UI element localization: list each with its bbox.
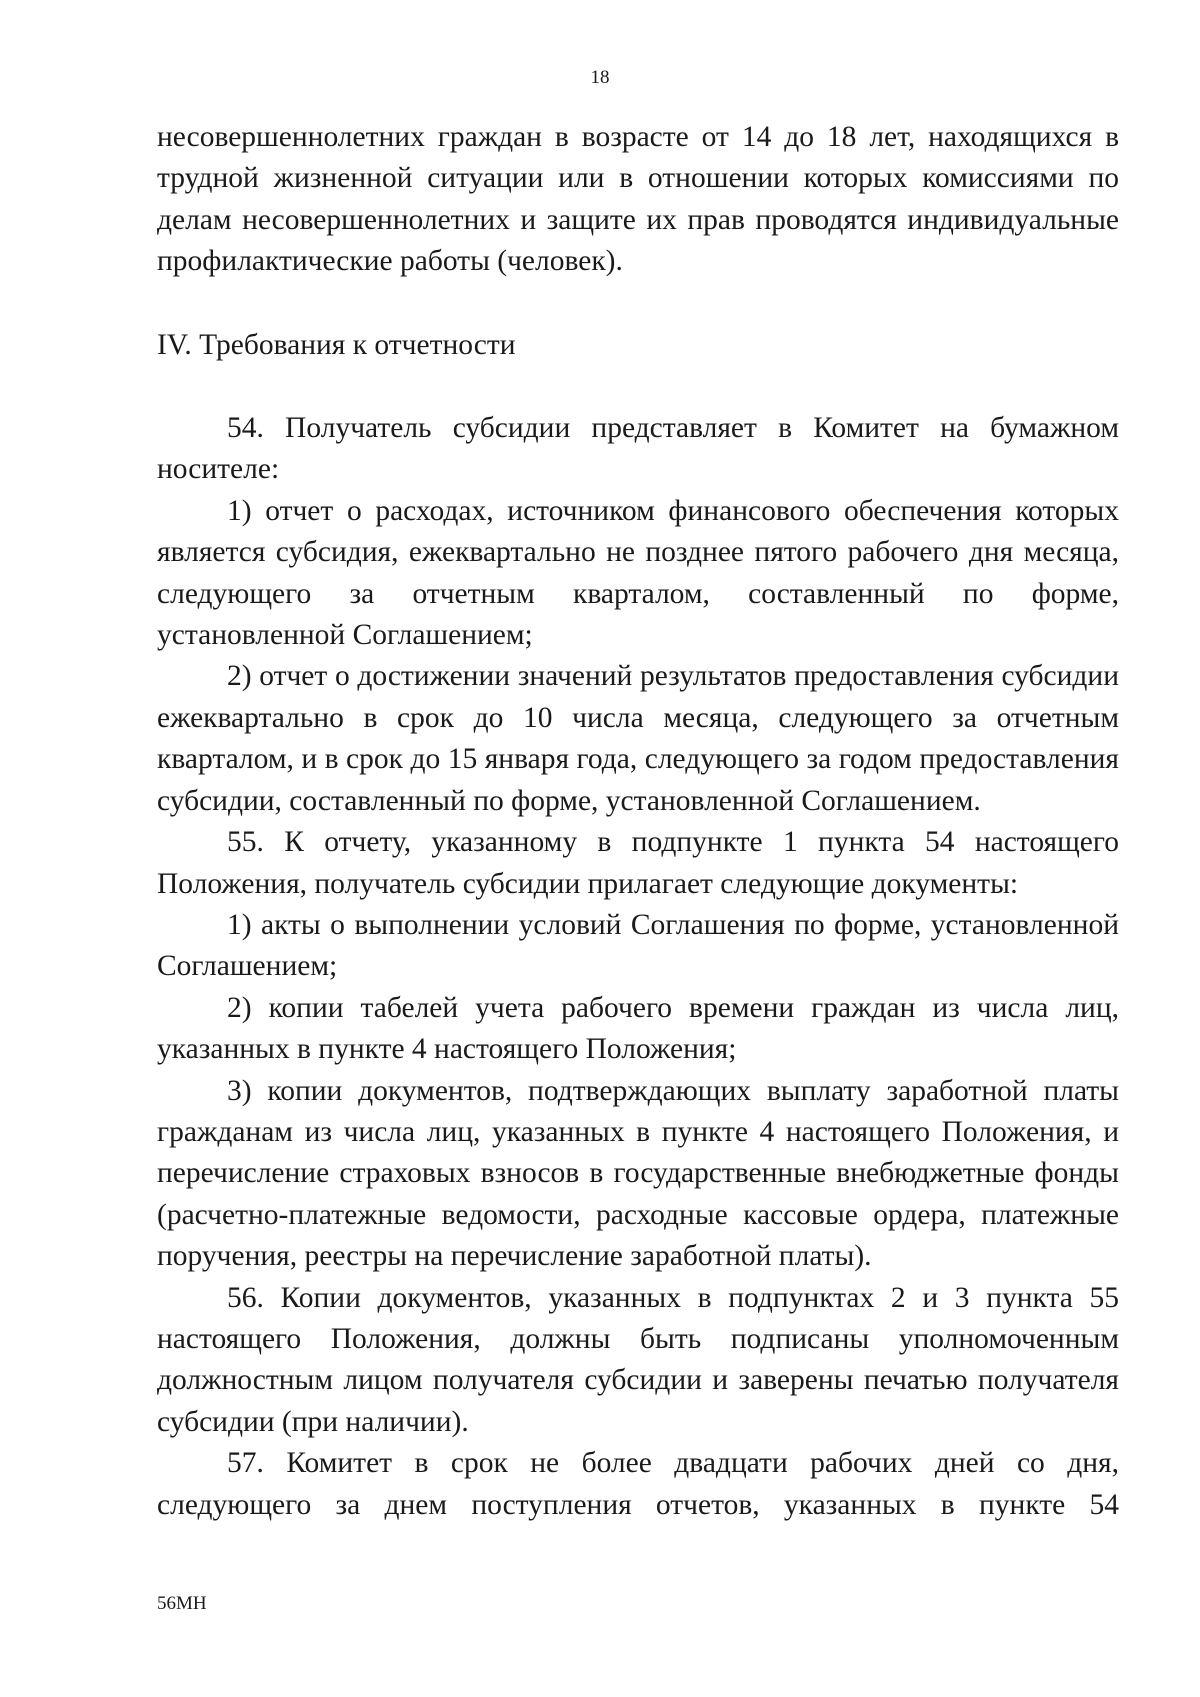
paragraph-55: 55. К отчету, указанному в подпункте 1 пункта 54 настоящего Положения, получатель субсидии прилагает следующие документы: <box>157 826 1119 900</box>
paragraph-56: 56. Копии документов, указанных в подпунктах 2 и 3 пункта 55 настоящего Положения, должны быть подписаны уполномоченным должностным лицом получателя субсидии и заверены печатью получателя субсидии (при наличии). <box>157 1281 1119 1438</box>
paragraph-57: 57. Комитет в срок не более двадцати рабочих дней со дня, следующего за днем поступления отчетов, указанных в пункте 54 <box>157 1447 1119 1521</box>
paragraph-54: 54. Получатель субсидии представляет в Комитет на бумажном носителе: <box>157 412 1119 486</box>
paragraph-54-item-1: 1) отчет о расходах, источником финансового обеспечения которых является субсидия, ежеквартально не позднее пятого рабочего дня месяца, следующего за отчетным кварталом, составленный по форме, установленной Соглашением; <box>157 494 1119 652</box>
document-code: 56МН <box>157 1593 207 1614</box>
page-number: 18 <box>590 67 610 88</box>
paragraph-54-item-2: 2) отчет о достижении значений результатов предоставления субсидии ежеквартально в срок до 10 числа месяца, следующего за отчетным кварталом, и в срок до 15 января года, следующего за годом предоставления субсидии, составленный по форме, установленной Соглашением. <box>157 660 1119 817</box>
paragraph-55-item-2: 2) копии табелей учета рабочего времени граждан из числа лиц, указанных в пункте 4 настоящего Положения; <box>157 991 1119 1066</box>
document-body <box>157 117 1119 1526</box>
section-heading: IV. Требования к отчетности <box>157 328 516 361</box>
paragraph-55-item-1: 1) акты о выполнении условий Соглашения по форме, установленной Соглашением; <box>157 908 1119 983</box>
paragraph-continuation: несовершеннолетних граждан в возрасте от 14 до 18 лет, находящихся в трудной жизненной ситуации или в отношении которых комиссиями по делам несовершеннолетних и защите их прав проводятся индивидуальные профилактические работы (человек). <box>157 121 1119 278</box>
paragraph-55-item-3: 3) копии документов, подтверждающих выплату заработной платы гражданам из числа лиц, указанных в пункте 4 настоящего Положения, и перечисление страховых взносов в государственные внебюджетные фонды (расчетно-платежные ведомости, расходные кассовые ордера, платежные поручения, реестры на перечисление заработной платы). <box>157 1074 1119 1273</box>
